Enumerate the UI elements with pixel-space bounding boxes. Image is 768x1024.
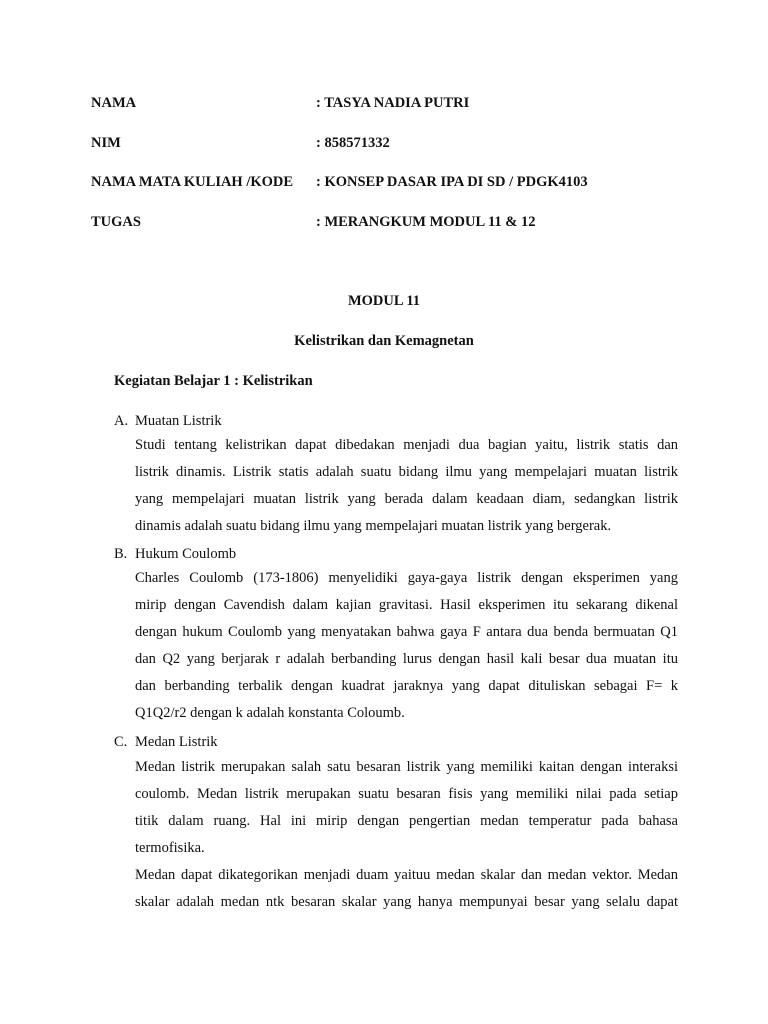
paragraph-line: dan berbanding terbalik dengan kuadrat jaraknya yang dapat dituliskan sebagai F= k (135, 678, 678, 694)
activity-heading: Kegiatan Belajar 1 : Kelistrikan (114, 373, 313, 389)
section-marker-c: C. (114, 734, 128, 750)
info-value: : TASYA NADIA PUTRI (316, 95, 470, 111)
paragraph-line: Q1Q2/r2 dengan k adalah konstanta Coloumb. (135, 705, 405, 721)
section-title-muatan-listrik: Muatan Listrik (135, 413, 222, 429)
paragraph-line: Charles Coulomb (173-1806) menyelidiki gaya-gaya listrik dengan eksperimen yang (135, 570, 678, 586)
paragraph-line: dinamis adalah suatu bidang ilmu yang mempelajari muatan listrik yang bergerak. (135, 518, 612, 534)
paragraph-line: Studi tentang kelistrikan dapat dibedakan menjadi dua bagian yaitu, listrik statis dan (135, 437, 678, 453)
paragraph-line: skalar adalah medan ntk besaran skalar yang hanya mempunyai besar yang selalu dapat (135, 894, 678, 910)
section-title-medan-listrik: Medan Listrik (135, 734, 218, 750)
section-marker-a: A. (114, 413, 129, 429)
paragraph-line: Medan dapat dikategorikan menjadi duam yaituu medan skalar dan medan vektor. Medan (135, 867, 678, 883)
paragraph-line: yang mempelajari muatan listrik yang berada dalam keadaan diam, sedangkan listrik (135, 491, 678, 507)
paragraph-line: dengan hukum Coulomb yang menyatakan bahwa gaya F antara dua benda bermuatan Q1 (135, 624, 678, 640)
info-value: : MERANGKUM MODUL 11 & 12 (316, 214, 536, 230)
section-title-hukum-coulomb: Hukum Coulomb (135, 546, 237, 562)
paragraph-line: Medan listrik merupakan salah satu besaran listrik yang memiliki kaitan dengan interaksi (135, 759, 678, 775)
info-value: : KONSEP DASAR IPA DI SD / PDGK4103 (316, 174, 588, 190)
paragraph-line: mirip dengan Cavendish dalam kajian gravitasi. Hasil eksperimen itu sekarang dikenal (135, 597, 678, 613)
info-label: TUGAS (91, 214, 141, 230)
info-label: NIM (91, 135, 121, 151)
paragraph-line: titik dalam ruang. Hal ini mirip dengan pengertian medan temperatur pada bahasa (135, 813, 678, 829)
module-title: MODUL 11 (347, 293, 421, 309)
paragraph-line: termofisika. (135, 840, 205, 856)
section-paragraph-a (135, 432, 678, 540)
section-paragraph-c (135, 754, 678, 916)
module-subtitle: Kelistrikan dan Kemagnetan (294, 333, 474, 349)
section-marker-b: B. (114, 546, 128, 562)
paragraph-line: listrik dinamis. Listrik statis adalah suatu bidang ilmu yang mempelajari muatan listrik (135, 464, 678, 480)
section-paragraph-b (135, 565, 678, 727)
info-value: : 858571332 (316, 135, 390, 151)
paragraph-line: dan Q2 yang berjarak r adalah berbanding lurus dengan hasil kali besar dua muatan itu (135, 651, 678, 667)
info-label: NAMA (91, 95, 137, 111)
info-label: NAMA MATA KULIAH /KODE (91, 174, 294, 190)
paragraph-line: coulomb. Medan listrik merupakan suatu besaran fisis yang memiliki nilai pada setiap (135, 786, 678, 802)
